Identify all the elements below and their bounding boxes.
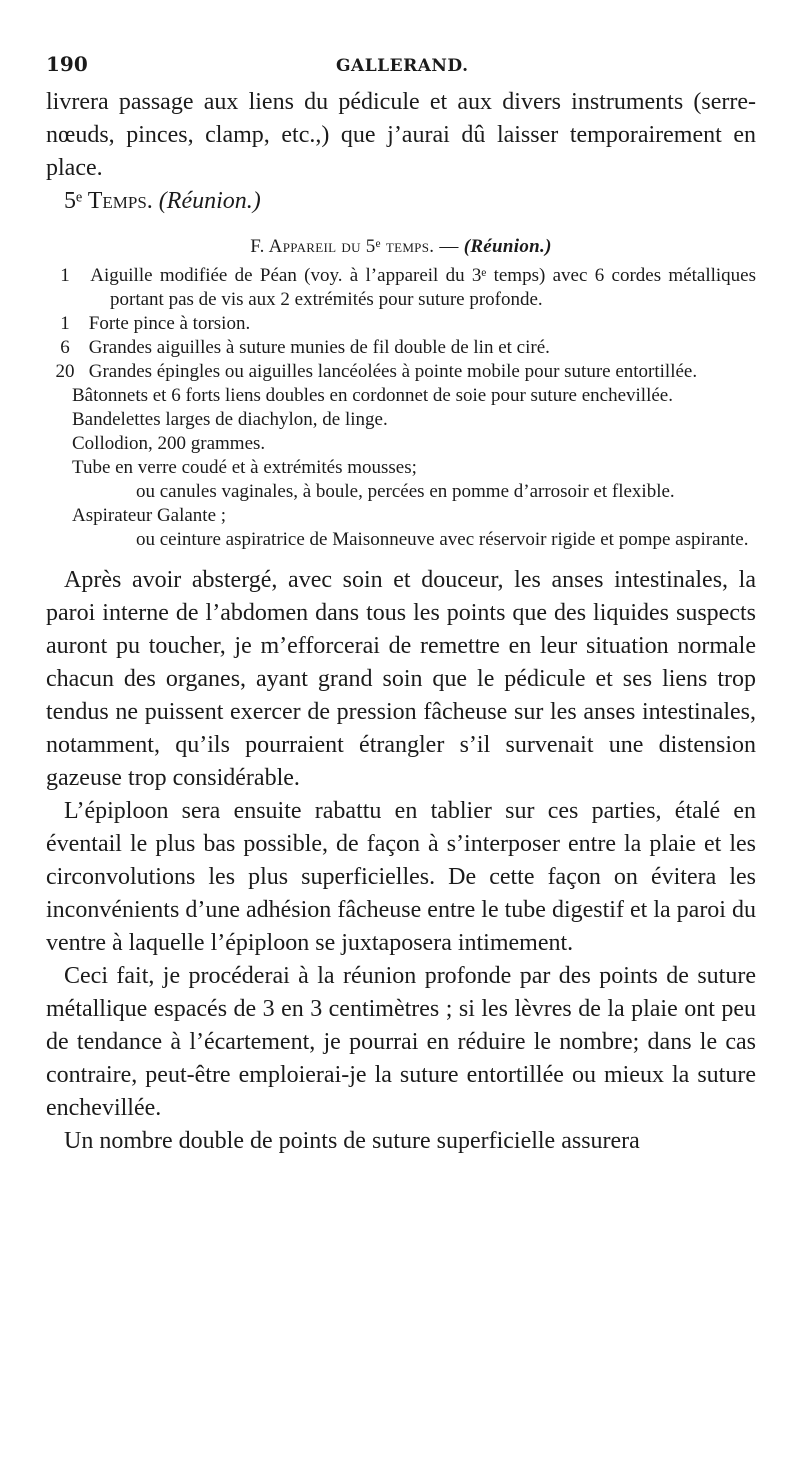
appareil-heading-prefix: F. Appareil du 5ᵉ temps. — (250, 236, 459, 257)
body-paragraph: Après avoir abstergé, avec soin et douceur, les anses intestinales, la paroi interne de l’abdomen dans tous les points que des liquides suspects auront pu toucher, je m’efforcerai de remettre en leur situation normale chacun des organes, ayant grand soin que le pédicule et ses liens trop tendus ne puissent exercer de pression fâcheuse sur les anses intestinales, notamment, qu’ils pourraient étrangler s’il survenait une distension gazeuse trop considérable. (46, 567, 756, 791)
list-item (46, 312, 756, 336)
item-quantity: 20 (55, 361, 75, 382)
appareil-heading-title: (Réunion.) (463, 236, 552, 257)
item-text: Aspirateur Galante ; (72, 505, 227, 526)
running-title: GALLERAND. (336, 56, 469, 76)
item-text: Aiguille modifiée de Péan (voy. à l’appareil du 3ᵉ temps) avec 6 cordes métalliques portant pas de vis aux 2 extrémités pour suture profonde. (90, 265, 757, 310)
list-item-continuation (46, 528, 756, 552)
item-quantity: 6 (60, 337, 70, 358)
appareil-heading (46, 236, 756, 258)
intro-paragraph: livrera passage aux liens du pédicule et aux divers instruments (serre-nœuds, pinces, clamp, etc.,) que j’aurai dû laisser temporairement en place. (46, 89, 756, 181)
page-number: 190 (46, 52, 88, 76)
item-text: Bandelettes larges de diachylon, de linge. (72, 409, 388, 430)
list-item (46, 360, 756, 384)
instrument-list (46, 264, 756, 552)
body-paragraph: Un nombre double de points de suture superficielle assurera (64, 1128, 640, 1154)
temps-title: (Réunion.) (158, 188, 261, 214)
item-text: Bâtonnets et 6 forts liens doubles en cordonnet de soie pour suture enchevillée. (72, 385, 673, 406)
list-item (46, 432, 756, 456)
temps-heading (46, 185, 756, 218)
item-text: ou canules vaginales, à boule, percées en pomme d’arrosoir et flexible. (136, 481, 675, 502)
list-item (46, 504, 756, 528)
list-item (46, 264, 756, 312)
temps-label: 5ᵉ Temps. (64, 188, 153, 214)
list-item (46, 456, 756, 480)
main-text (46, 564, 756, 1158)
list-item (46, 336, 756, 360)
page-header (46, 52, 756, 86)
item-text: Tube en verre coudé et à extrémités mousses; (72, 457, 417, 478)
list-item (46, 384, 756, 408)
item-text: Forte pince à torsion. (88, 313, 251, 334)
body-paragraph: Ceci fait, je procéderai à la réunion profonde par des points de suture métallique espacés de 3 en 3 centimètres ; si les lèvres de la plaie ont peu de tendance à l’écartement, je pourrai en réduire le nombre; dans le cas contraire, peut-être emploierai-je la suture entortillée ou mieux la suture enchevillée. (46, 963, 756, 1121)
item-quantity: 1 (60, 265, 70, 286)
document-page (46, 52, 756, 1158)
list-item-continuation (46, 480, 756, 504)
body-paragraph: L’épiploon sera ensuite rabattu en tablier sur ces parties, étalé en éventail le plus bas possible, de façon à s’interposer entre la plaie et les circonvolutions les plus superficielles. De cette façon on évitera les inconvénients d’une adhésion fâcheuse entre le tube digestif et la paroi du ventre à laquelle l’épiploon se juxtaposera intimement. (46, 798, 756, 956)
item-text: ou ceinture aspiratrice de Maisonneuve avec réservoir rigide et pompe aspirante. (136, 529, 749, 550)
item-quantity: 1 (60, 313, 70, 334)
item-text: Collodion, 200 grammes. (72, 433, 266, 454)
item-text: Grandes épingles ou aiguilles lancéolées à pointe mobile pour suture entortillée. (88, 361, 698, 382)
list-item (46, 408, 756, 432)
item-text: Grandes aiguilles à suture munies de fil double de lin et ciré. (88, 337, 550, 358)
